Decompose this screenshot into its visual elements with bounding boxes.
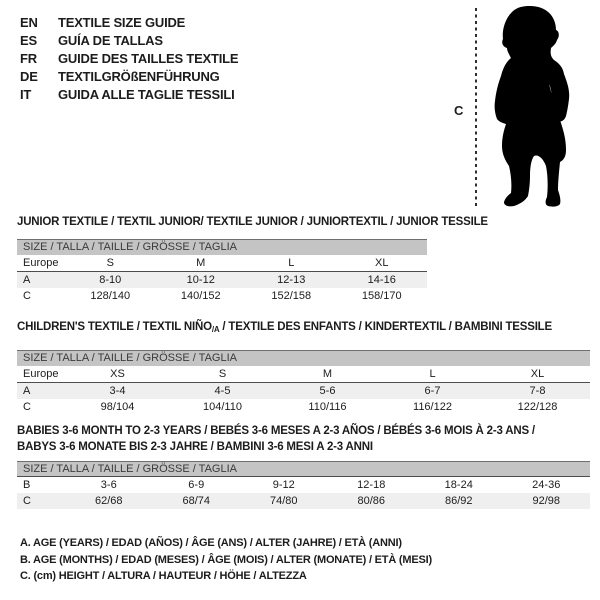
- children-row-c: [17, 399, 590, 415]
- row-label: C: [23, 401, 31, 413]
- value-cell: 9-12: [272, 479, 295, 491]
- babies-size-header: SIZE / TALLA / TAILLE / GRÖSSE / TAGLIA: [17, 461, 590, 477]
- junior-region-row: [17, 255, 427, 272]
- lang-code: FR: [20, 50, 37, 66]
- row-label: B: [23, 479, 31, 491]
- babies-title-line2: BABYS 3-6 MONATE BIS 2-3 JAHRE / BAMBINI 3-6 MESI A 2-3 ANNI: [17, 440, 373, 453]
- size-cell: XS: [110, 368, 125, 380]
- value-cell: 6-7: [424, 385, 441, 397]
- lang-row-fr: [20, 49, 238, 67]
- children-size-header: SIZE / TALLA / TAILLE / GRÖSSE / TAGLIA: [17, 350, 590, 366]
- lang-code: EN: [20, 14, 38, 30]
- size-cell: XL: [375, 257, 389, 269]
- children-table: [17, 350, 590, 415]
- children-table-title: [17, 320, 552, 338]
- junior-size-header: SIZE / TALLA / TAILLE / GRÖSSE / TAGLIA: [17, 239, 427, 255]
- size-cell: XL: [530, 368, 545, 380]
- value-cell: 128/140: [90, 290, 131, 302]
- size-cell: M: [196, 257, 206, 269]
- footnote-b: B. AGE (MONTHS) / EDAD (MESES) / ÂGE (MOIS) / ALTER (MONATE) / ETÀ (MESI): [20, 553, 432, 566]
- row-label: C: [23, 495, 31, 507]
- junior-table: [17, 239, 427, 304]
- value-cell: 3-4: [109, 385, 126, 397]
- children-title-pre: CHILDREN'S TEXTILE / TEXTIL NIÑO: [17, 321, 212, 333]
- lang-code: DE: [20, 68, 38, 84]
- value-cell: 152/158: [271, 290, 312, 302]
- value-cell: 122/128: [517, 401, 558, 413]
- children-row-a: [17, 383, 590, 399]
- babies-table-title: [17, 424, 535, 455]
- value-cell: 68/74: [182, 495, 211, 507]
- lang-label: TEXTILGRÖßENFÜHRUNG: [58, 68, 220, 84]
- value-cell: 92/98: [532, 495, 561, 507]
- children-title-post: / TEXTILE DES ENFANTS / KINDERTEXTIL / BAMBINI TESSILE: [219, 321, 552, 333]
- size-cell: L: [288, 257, 295, 269]
- junior-table-title: JUNIOR TEXTILE / TEXTIL JUNIOR/ TEXTILE JUNIOR / JUNIORTEXTIL / JUNIOR TESSILE: [17, 216, 488, 228]
- babies-title-line1: BABIES 3-6 MONTH TO 2-3 YEARS / BEBÉS 3-6 MESES A 2-3 AÑOS / BÉBÉS 3-6 MOIS À 2-3 ANS /: [17, 425, 535, 437]
- footnote-c: C. (cm) HEIGHT / ALTURA / HAUTEUR / HÖHE / ALTEZZA: [20, 570, 307, 582]
- babies-row-c: [17, 493, 590, 509]
- lang-label: TEXTILE SIZE GUIDE: [58, 14, 186, 30]
- size-cell: M: [322, 368, 333, 380]
- value-cell: 158/170: [361, 290, 402, 302]
- value-cell: 3-6: [100, 479, 117, 491]
- height-marker-label: C: [454, 103, 464, 118]
- lang-label: GUIDE DES TAILLES TEXTILE: [58, 50, 239, 66]
- value-cell: 74/80: [269, 495, 298, 507]
- value-cell: 62/68: [94, 495, 123, 507]
- value-cell: 7-8: [529, 385, 546, 397]
- value-cell: 110/116: [308, 401, 347, 413]
- value-cell: 80/86: [357, 495, 386, 507]
- row-label: A: [23, 274, 31, 286]
- lang-code: ES: [20, 32, 37, 48]
- legend-footnotes: [20, 535, 432, 585]
- value-cell: 4-5: [214, 385, 231, 397]
- lang-label: GUIDA ALLE TAGLIE TESSILI: [58, 86, 235, 102]
- value-cell: 14-16: [367, 274, 396, 286]
- baby-height-figure: [440, 0, 600, 215]
- children-region-row: [17, 366, 590, 383]
- region-label: Europe: [23, 257, 59, 269]
- height-dashed-line: [475, 8, 477, 208]
- lang-row-it: [20, 85, 238, 103]
- value-cell: 140/152: [180, 290, 221, 302]
- value-cell: 24-36: [532, 479, 561, 491]
- value-cell: 98/104: [100, 401, 135, 413]
- lang-code: IT: [20, 86, 32, 102]
- toddler-silhouette-icon: [488, 4, 586, 210]
- value-cell: 5-6: [319, 385, 336, 397]
- babies-row-b: [17, 477, 590, 493]
- size-cell: S: [106, 257, 114, 269]
- value-cell: 116/122: [413, 401, 452, 413]
- footnote-a: A. AGE (YEARS) / EDAD (AÑOS) / ÂGE (ANS) / ALTER (JAHRE) / ETÀ (ANNI): [20, 537, 402, 549]
- row-label: C: [23, 290, 31, 302]
- junior-row-c: [17, 288, 427, 304]
- lang-row-en: [20, 13, 238, 31]
- language-header: [20, 13, 238, 103]
- children-title-sub: /A: [211, 325, 220, 334]
- size-cell: L: [429, 368, 436, 380]
- lang-row-de: [20, 67, 238, 85]
- lang-row-es: [20, 31, 238, 49]
- value-cell: 18-24: [444, 479, 473, 491]
- region-label: Europe: [23, 368, 59, 380]
- junior-row-a: [17, 272, 427, 288]
- babies-table: [17, 461, 590, 509]
- row-label: A: [23, 385, 31, 397]
- size-cell: S: [218, 368, 227, 380]
- value-cell: 104/110: [203, 401, 242, 413]
- value-cell: 8-10: [99, 274, 122, 286]
- value-cell: 86/92: [444, 495, 473, 507]
- value-cell: 12-18: [357, 479, 386, 491]
- value-cell: 12-13: [277, 274, 306, 286]
- value-cell: 6-9: [188, 479, 205, 491]
- value-cell: 10-12: [186, 274, 215, 286]
- lang-label: GUÍA DE TALLAS: [58, 32, 163, 48]
